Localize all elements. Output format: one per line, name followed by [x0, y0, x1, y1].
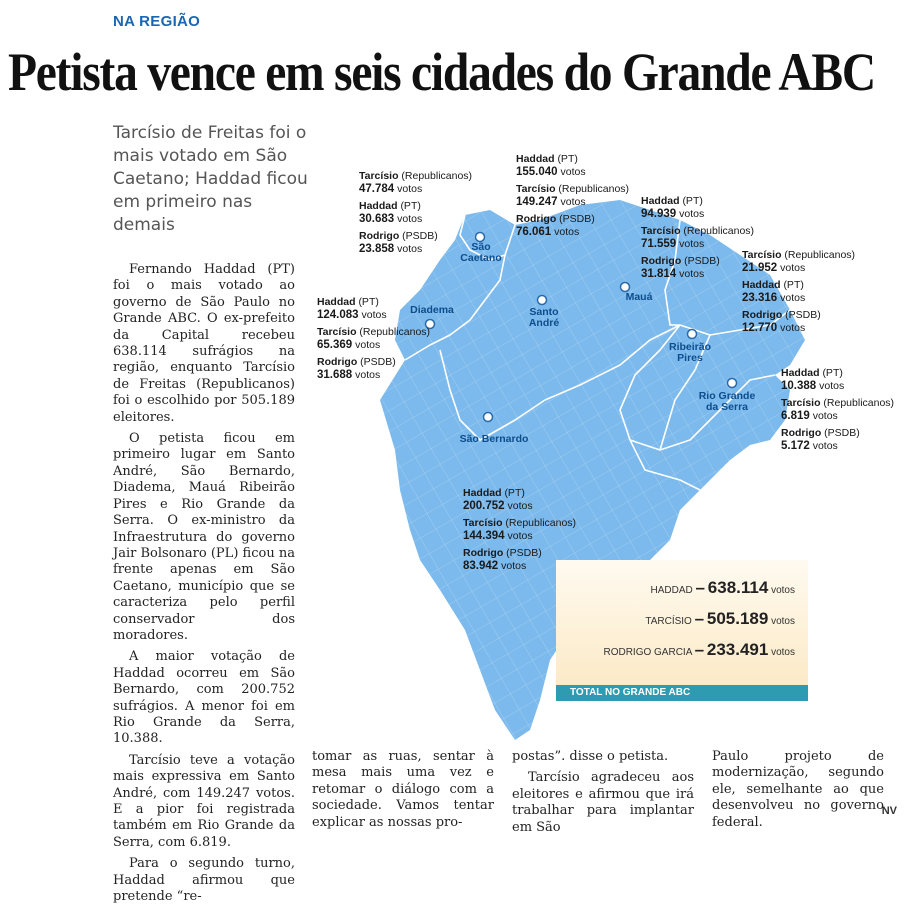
result-row: Rodrigo (PSDB) 83.942 votos	[463, 547, 542, 572]
city-name-sao-caetano: São Caetano	[460, 241, 502, 264]
city-name-rio-grande-da-serra: Rio Grande da Serra	[698, 390, 756, 413]
result-row: Haddad (PT) 200.752 votos	[463, 487, 533, 512]
result-row: Haddad (PT) 10.388 votos	[781, 367, 845, 392]
city-name-diadema: Diadema	[410, 304, 454, 316]
result-row: Tarcísio (Republicanos) 65.369 votos	[317, 326, 431, 351]
paragraph: Tarcísio teve a votação mais expressiva em Santo André, com 149.247 votos. E a pior foi registrada também em Rio Grande da Serra, com 6.819.	[113, 752, 295, 850]
result-row: Tarcísio (Republicanos) 47.784 votos	[359, 170, 473, 195]
results-sao-caetano	[359, 170, 472, 260]
result-row: Tarcísio (Republicanos) 21.952 votos	[742, 249, 856, 274]
marker-santo-andre	[538, 296, 547, 305]
article-column-3	[512, 749, 694, 841]
result-row: Haddad (PT) 23.316 votos	[742, 279, 806, 304]
paragraph: Paulo projeto de modernização, segundo ele, semelhante ao que desenvolveu no governo federal.	[712, 749, 884, 830]
result-row: Tarcísio (Republicanos) 144.394 votos	[463, 517, 577, 542]
headline: Petista vence em seis cidades do Grande ABC	[8, 42, 875, 102]
result-row: Haddad (PT) 30.683 votos	[359, 200, 423, 225]
paragraph: Para o segundo turno, Haddad afirmou que pretende “re-	[113, 856, 295, 905]
result-row: Tarcísio (Republicanos) 71.559 votos	[641, 225, 755, 250]
marker-ribeirao-pires	[688, 330, 697, 339]
author-signature: NV	[881, 805, 897, 817]
results-diadema	[317, 296, 430, 386]
paragraph: tomar as ruas, sentar à mesa mais uma vez e retomar o diálogo com a sociedade. Vamos tentar explicar as nossas pro-	[312, 749, 494, 830]
result-row: Tarcísio (Republicanos) 6.819 votos	[781, 397, 895, 422]
marker-sao-bernardo	[484, 413, 493, 422]
result-row: Rodrigo (PSDB) 76.061 votos	[516, 213, 595, 238]
article-column-1	[113, 262, 295, 910]
city-name-ribeirao-pires: Ribeirão Pires	[668, 341, 711, 364]
total-row-tarcisio: TARCÍSIO – 505.189 votos	[645, 609, 795, 628]
total-row-rodrigo: RODRIGO GARCIA – 233.491 votos	[603, 640, 795, 659]
city-name-santo-andre: Santo André	[528, 306, 560, 329]
result-row: Tarcísio (Republicanos) 149.247 votos	[516, 183, 630, 208]
subhead: Tarcísio de Freitas foi o mais votado em São Caetano; Haddad ficou em primeiro nas demais	[113, 123, 308, 235]
paragraph: A maior votação de Haddad ocorreu em São Bernardo, com 200.752 sufrágios. A menor foi em Rio Grande da Serra, 10.388.	[113, 649, 295, 747]
total-row-haddad: HADDAD – 638.114 votos	[650, 578, 795, 597]
totals-title-bar: TOTAL NO GRANDE ABC	[556, 685, 808, 701]
kicker: NA REGIÃO	[113, 13, 201, 30]
result-row: Rodrigo (PSDB) 31.688 votos	[317, 356, 396, 381]
marker-rio-grande-da-serra	[728, 379, 737, 388]
paragraph: Tarcísio agradeceu aos eleitores e afirmou que irá trabalhar para implantar em São	[512, 770, 694, 835]
result-row: Rodrigo (PSDB) 23.858 votos	[359, 230, 438, 255]
article-column-2	[312, 749, 494, 836]
result-row: Rodrigo (PSDB) 12.770 votos	[742, 309, 821, 334]
city-name-sao-bernardo: São Bernardo	[459, 433, 529, 445]
paragraph: postas”. disse o petista.	[512, 749, 669, 764]
article-column-4	[712, 749, 884, 836]
result-row: Haddad (PT) 124.083 votos	[317, 296, 387, 321]
results-rio-grande-da-serra	[781, 367, 894, 457]
result-row: Rodrigo (PSDB) 5.172 votos	[781, 427, 860, 452]
results-santo-andre	[516, 153, 629, 243]
paragraph: O petista ficou em primeiro lugar em Santo André, São Bernardo, Diadema, Mauá Ribeirão Pires e Rio Grande da Serra. O ex-ministro da Infraestrutura do governo Jair Bolsonaro (PL) ficou na frente apenas em São Caetano, município que se caracteriza pelo perfil conservador dos moradores.	[113, 431, 295, 643]
paragraph: Fernando Haddad (PT) foi o mais votado ao governo de São Paulo no Grande ABC. O ex-prefeito da Capital recebeu 638.114 sufrágios na região, enquanto Tarcísio de Freitas (Republicanos) foi o escolhido por 505.189 eleitores.	[113, 262, 295, 425]
result-row: Haddad (PT) 155.040 votos	[516, 153, 586, 178]
city-name-maua: Mauá	[625, 291, 653, 303]
results-ribeirao-pires	[742, 249, 855, 339]
result-row: Rodrigo (PSDB) 31.814 votos	[641, 255, 720, 280]
results-maua	[641, 195, 754, 285]
result-row: Haddad (PT) 94.939 votos	[641, 195, 705, 220]
